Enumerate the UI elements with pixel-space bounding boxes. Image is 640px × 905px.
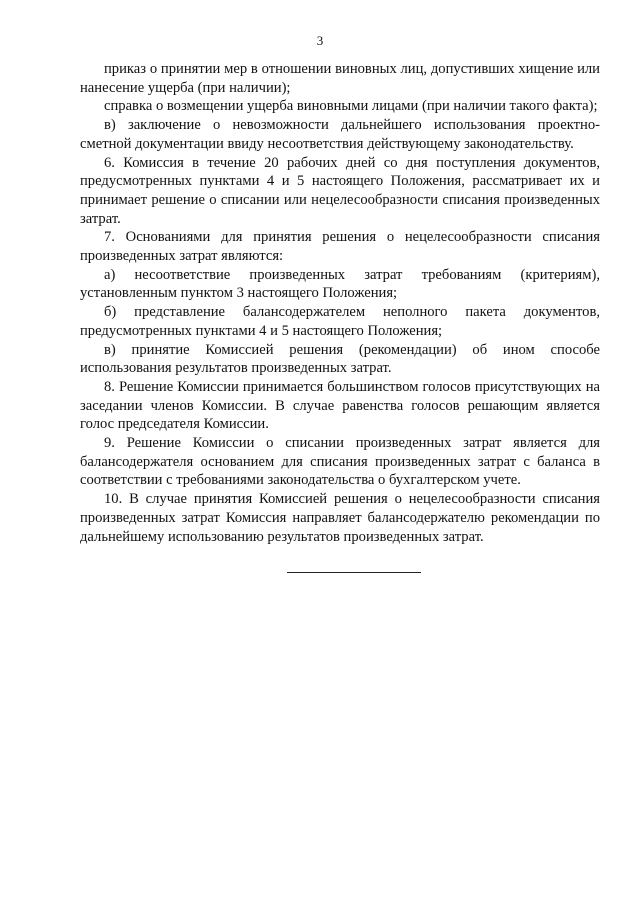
paragraph: приказ о принятии мер в отношении виновных лиц, допустивших хищение или нанесение ущерба (при наличии); xyxy=(80,61,600,96)
paragraph: в) принятие Комиссией решения (рекомендации) об ином способе использования результатов произведенных затрат. xyxy=(80,341,600,377)
paragraph: б) представление балансодержателем неполного пакета документов, предусмотренных пунктами 4 и 5 настоящего Положения; xyxy=(80,304,600,339)
paragraph: 6. Комиссия в течение 20 рабочих дней со дня поступления документов, предусмотренных пунктами 4 и 5 настоящего Положения, рассматривает их и принимает решение о списании или нецелесообразности списания произведенных затрат. xyxy=(80,154,600,227)
paragraph: 9. Решение Комиссии о списании произведенных затрат является для балансодержателя основанием для списания произведенных затрат с баланса в соответствии с требованиями законодательства о бухгалтерском учете. xyxy=(80,435,600,489)
paragraph: 10. В случае принятия Комиссией решения о нецелесообразности списания произведенных затрат Комиссия направляет балансодержателю рекомендации по дальнейшему использованию результатов произведенных затрат. xyxy=(80,491,600,545)
paragraph: в) заключение о невозможности дальнейшего использования проектно-сметной документации ввиду несоответствия действующему законодательству. xyxy=(80,117,600,152)
paragraph: 8. Решение Комиссии принимается большинством голосов присутствующих на заседании членов Комиссии. В случае равенства голосов решающим является голос председателя Комиссии. xyxy=(80,378,600,433)
paragraph: 7. Основаниями для принятия решения о нецелесообразности списания произведенных затрат являются: xyxy=(80,229,600,265)
paragraph: а) несоответствие произведенных затрат требованиям (критериям), установленным пунктом 3 настоящего Положения; xyxy=(80,266,600,302)
end-divider-line xyxy=(287,572,421,573)
page-number: 3 xyxy=(316,33,324,48)
paragraph: справка о возмещении ущерба виновными лицами (при наличии такого факта); xyxy=(104,98,598,115)
document-body xyxy=(80,60,600,546)
